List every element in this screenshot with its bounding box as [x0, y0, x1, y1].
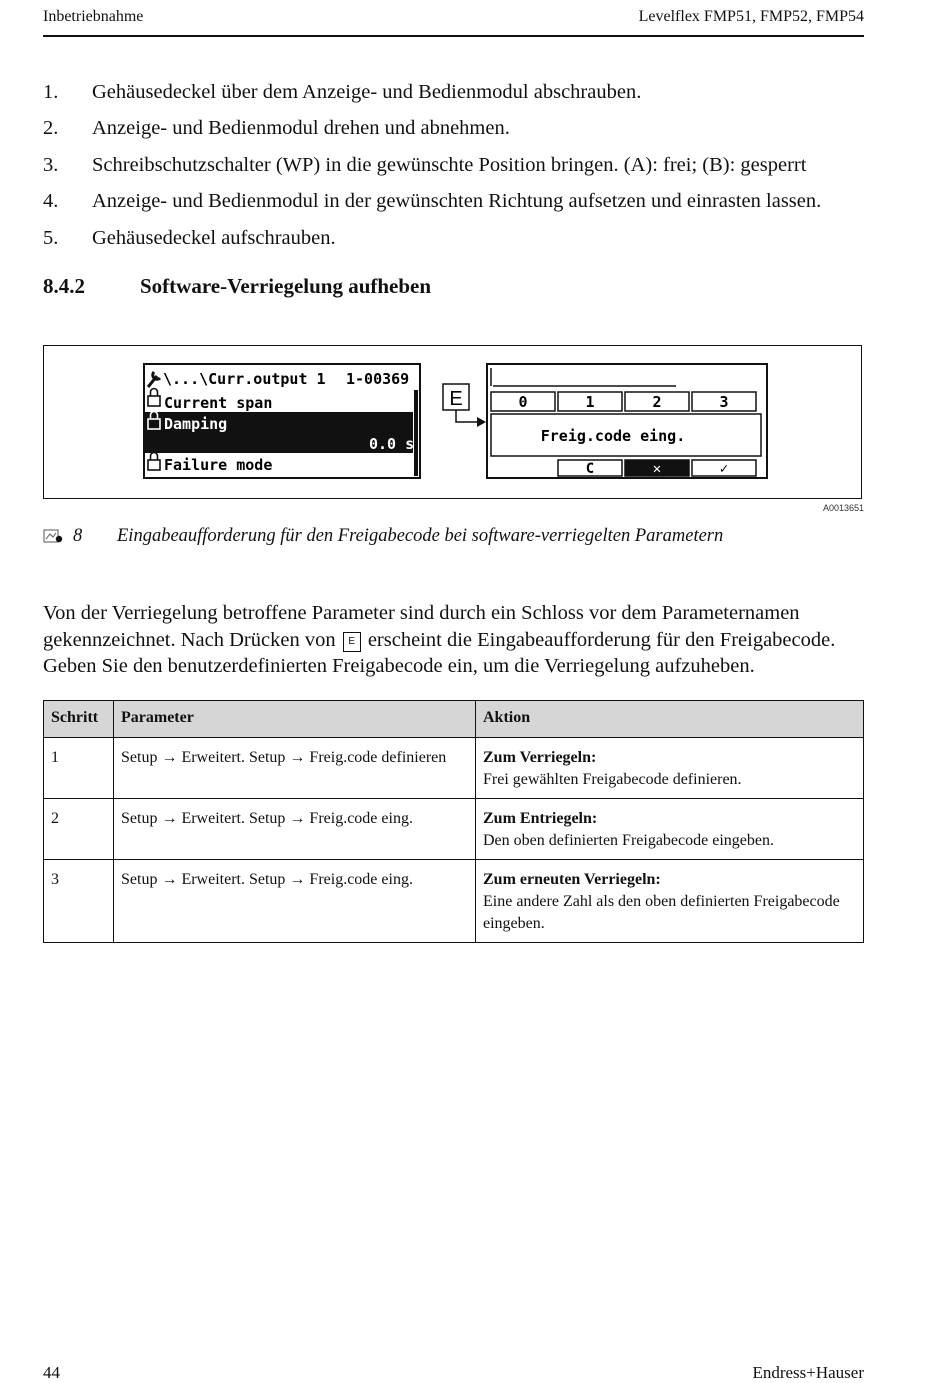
- header-parameter: Parameter: [114, 701, 476, 738]
- figure-frame: [43, 345, 862, 499]
- cell-action: [476, 799, 864, 860]
- table-row: [44, 799, 864, 860]
- action-title: Zum erneuten Verriegeln:: [483, 871, 661, 888]
- scrollbar: [414, 390, 418, 476]
- step-text: Schreibschutzschalter (WP) in die gewünschte Position bringen. (A): frei; (B): gesperrt: [92, 153, 807, 176]
- cell-step: 1: [44, 738, 114, 799]
- menu-code: 1-00369: [346, 370, 410, 388]
- step-text: Anzeige- und Bedienmodul in der gewünschten Richtung aufsetzen und einrasten lassen.: [92, 190, 822, 213]
- menu-item-current-span: Current span: [164, 394, 273, 412]
- action-title: Zum Entriegeln:: [483, 810, 598, 827]
- action-text: Eine andere Zahl als den oben definierten Freigabecode eingeben.: [483, 893, 840, 932]
- body-paragraph: [43, 600, 883, 680]
- section-title: Software-Verriegelung aufheben: [140, 274, 432, 298]
- action-title: Zum Verriegeln:: [483, 749, 597, 766]
- e-key-icon: E: [343, 632, 361, 652]
- step-item: [43, 78, 873, 114]
- step-number: 4.: [43, 190, 59, 213]
- menu-item-failure-mode: Failure mode: [164, 456, 273, 474]
- step-text: Gehäusedeckel aufschrauben.: [92, 226, 336, 249]
- prompt-text: Freig.code eing.: [540, 427, 686, 445]
- running-header-product: Levelflex FMP51, FMP52, FMP54: [638, 8, 864, 25]
- step-item: [43, 187, 873, 223]
- table-header-row: [44, 701, 864, 738]
- paragraph-part-2: erscheint die Eingabeaufforderung für den Freigabecode. Geben Sie den benutzerdefinierten Freigabecode ein, um die Verriegelung aufzuheben.: [43, 628, 836, 677]
- table-row: [44, 738, 864, 799]
- e-key-label: E: [449, 388, 463, 410]
- running-header-section: Inbetriebnahme: [43, 8, 144, 25]
- parameter-table: [43, 700, 864, 943]
- figure-caption: [43, 526, 723, 550]
- action-text: Frei gewählten Freigabecode definieren.: [483, 771, 742, 788]
- header-action: Aktion: [476, 701, 864, 738]
- confirm-button-label: ✓: [719, 461, 729, 477]
- menu-path: \...\Curr.output 1: [163, 370, 326, 388]
- step-number: 3.: [43, 153, 59, 176]
- figure-icon: [43, 528, 63, 550]
- menu-item-damping: Damping: [164, 415, 228, 433]
- digit-3: 3: [719, 393, 729, 411]
- digit-2: 2: [652, 393, 662, 411]
- table-row: [44, 860, 864, 943]
- figure-id: A0013651: [822, 503, 864, 513]
- cancel-button-label: ✕: [652, 461, 662, 477]
- brand-name: Endress+Hauser: [752, 1363, 864, 1382]
- right-display: [487, 364, 767, 478]
- clear-button-label: C: [585, 461, 595, 477]
- arrow-icon: [456, 410, 486, 427]
- cell-parameter: Setup → Erweitert. Setup → Freig.code eing.: [114, 799, 476, 860]
- digit-0: 0: [518, 393, 528, 411]
- cell-parameter: Setup → Erweitert. Setup → Freig.code definieren: [114, 738, 476, 799]
- step-item: [43, 224, 873, 260]
- cell-step: 3: [44, 860, 114, 943]
- action-text: Den oben definierten Freigabecode eingeben.: [483, 832, 774, 849]
- section-number: 8.4.2: [43, 274, 85, 298]
- display-illustration: [44, 346, 861, 498]
- cell-parameter: Setup → Erweitert. Setup → Freig.code eing.: [114, 860, 476, 943]
- digit-1: 1: [585, 393, 595, 411]
- instruction-steps: [43, 78, 873, 260]
- step-text: Gehäusedeckel über dem Anzeige- und Bedienmodul abschrauben.: [92, 81, 642, 103]
- e-key-icon: [443, 384, 469, 410]
- figure-caption-text: Eingabeaufforderung für den Freigabecode bei software-verriegelten Parametern: [117, 526, 724, 546]
- left-display: [144, 364, 420, 478]
- step-item: [43, 114, 873, 150]
- step-text: Anzeige- und Bedienmodul drehen und abnehmen.: [92, 117, 510, 140]
- paragraph-part-1: Von der Verriegelung betroffene Parameter sind durch ein Schloss vor dem Parameternamen gekennzeichnet. Nach Drücken von: [43, 602, 800, 651]
- cell-action: [476, 860, 864, 943]
- page-number: 44: [43, 1363, 60, 1382]
- section-heading: [43, 274, 431, 299]
- step-number: 1.: [43, 81, 59, 103]
- damping-value: 0.0 s: [369, 435, 415, 453]
- header-rule: [43, 35, 864, 37]
- step-number: 2.: [43, 117, 59, 140]
- step-item: [43, 151, 873, 187]
- cell-action: [476, 738, 864, 799]
- cell-step: 2: [44, 799, 114, 860]
- figure-number: 8: [73, 526, 83, 546]
- step-number: 5.: [43, 226, 59, 249]
- header-step: Schritt: [44, 701, 114, 738]
